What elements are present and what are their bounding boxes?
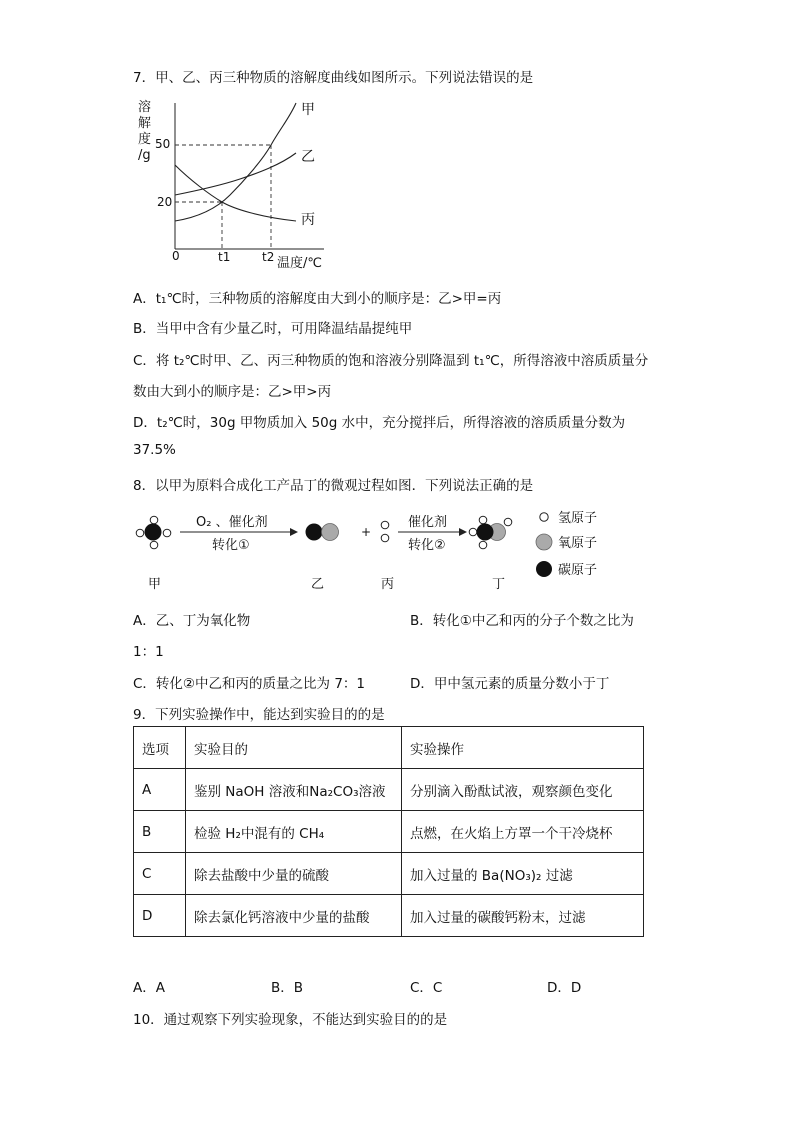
q7-option-d: D．t₂℃时，30g 甲物质加入 50g 水中，充分搅拌后，所得溶液的溶质质量分数为 (133, 415, 626, 431)
table-row (134, 769, 644, 811)
table-row (134, 895, 644, 937)
plus-sign: + (361, 525, 372, 539)
q8-option-d: D．甲中氢元素的质量分数小于丁 (410, 676, 610, 692)
table-cell: 鉴别 NaOH 溶液和Na₂CO₃溶液 (186, 769, 402, 811)
ylabel-char: /g (138, 148, 151, 163)
q9-option-c: C．C (410, 980, 443, 996)
table-cell: B (134, 811, 186, 853)
x-axis-label: 温度/℃ (277, 256, 322, 271)
header-cell: 实验目的 (186, 727, 402, 769)
q10-stem: 10．通过观察下列实验现象，不能达到实验目的的是 (133, 1012, 448, 1028)
legend-carbon: 碳原子 (558, 563, 598, 578)
molecule-jia (136, 516, 171, 549)
q9-stem: 9．下列实验操作中，能达到实验目的的是 (133, 707, 385, 723)
q8-option-c: C．转化②中乙和丙的质量之比为 7：1 (133, 676, 365, 692)
table-cell: 除去盐酸中少量的硫酸 (186, 853, 402, 895)
table-cell: D (134, 895, 186, 937)
table-row (134, 853, 644, 895)
q7-option-c: C．将 t₂℃时甲、乙、丙三种物质的饱和溶液分别降温到 t₁℃，所得溶液中溶质质量分 (133, 353, 649, 369)
table-cell: 检验 H₂中混有的 CH₄ (186, 811, 402, 853)
ylabel-char: 解 (138, 116, 152, 131)
table-header-row (134, 727, 644, 769)
label-jia: 甲 (148, 577, 162, 592)
solubility-chart (130, 95, 330, 275)
table-cell: 除去氯化钙溶液中少量的盐酸 (186, 895, 402, 937)
arrow1-top-label: O₂ 、催化剂 (196, 515, 268, 530)
arrow2-bottom-label: 转化② (408, 538, 446, 553)
curve-jia (175, 103, 296, 221)
x-tick-label: t2 (262, 250, 275, 264)
molecule-yi (306, 524, 339, 541)
q8-option-b: B．转化①中乙和丙的分子个数之比为 (410, 613, 634, 629)
legend-oxygen: 氧原子 (558, 536, 598, 551)
y-tick-label: 50 (155, 137, 171, 151)
legend-hydrogen: 氢原子 (558, 511, 598, 526)
experiment-table (133, 726, 644, 937)
arrow1-bottom-label: 转化① (212, 538, 250, 553)
label-bing: 丙 (381, 577, 395, 592)
ylabel-char: 度 (138, 132, 152, 147)
table-row (134, 811, 644, 853)
series-label: 甲 (301, 102, 315, 118)
x-tick-label: t1 (218, 250, 231, 264)
table-cell: C (134, 853, 186, 895)
origin-label: 0 (172, 249, 180, 263)
q7-option-d-cont: 37.5% (133, 442, 176, 458)
label-yi: 乙 (311, 577, 325, 592)
q7-option-b: B．当甲中含有少量乙时，可用降温结晶提纯甲 (133, 321, 413, 337)
table-cell: A (134, 769, 186, 811)
table-cell: 分别滴入酚酞试液，观察颜色变化 (402, 769, 644, 811)
q8-option-b-cont: 1：1 (133, 644, 164, 660)
label-ding: 丁 (492, 577, 506, 592)
table-cell: 加入过量的 Ba(NO₃)₂ 过滤 (402, 853, 644, 895)
q7-option-a: A．t₁℃时，三种物质的溶解度由大到小的顺序是：乙>甲=丙 (133, 291, 502, 307)
header-cell: 实验操作 (402, 727, 644, 769)
series-label: 乙 (301, 149, 315, 165)
y-tick-label: 20 (157, 195, 173, 209)
legend (536, 511, 597, 578)
q7-stem: 7．甲、乙、丙三种物质的溶解度曲线如图所示。下列说法错误的是 (133, 70, 534, 86)
ylabel-char: 溶 (138, 100, 152, 115)
q9-option-a: A．A (133, 980, 165, 996)
molecule-ding (469, 516, 512, 549)
curve-bing (175, 165, 296, 221)
q8-option-a: A．乙、丁为氧化物 (133, 613, 251, 629)
q9-option-b: B．B (271, 980, 304, 996)
table-cell: 加入过量的碳酸钙粉末，过滤 (402, 895, 644, 937)
reaction-diagram (130, 500, 630, 595)
arrow2-top-label: 催化剂 (408, 515, 448, 530)
q9-option-d: D．D (547, 980, 582, 996)
series-label: 丙 (301, 212, 315, 228)
header-cell: 选项 (134, 727, 186, 769)
q7-option-c-cont: 数由大到小的顺序是：乙>甲>丙 (133, 384, 332, 400)
q8-stem: 8．以甲为原料合成化工产品丁的微观过程如图．下列说法正确的是 (133, 478, 534, 494)
table-cell: 点燃，在火焰上方罩一个干冷烧杯 (402, 811, 644, 853)
molecule-bing (381, 521, 389, 542)
